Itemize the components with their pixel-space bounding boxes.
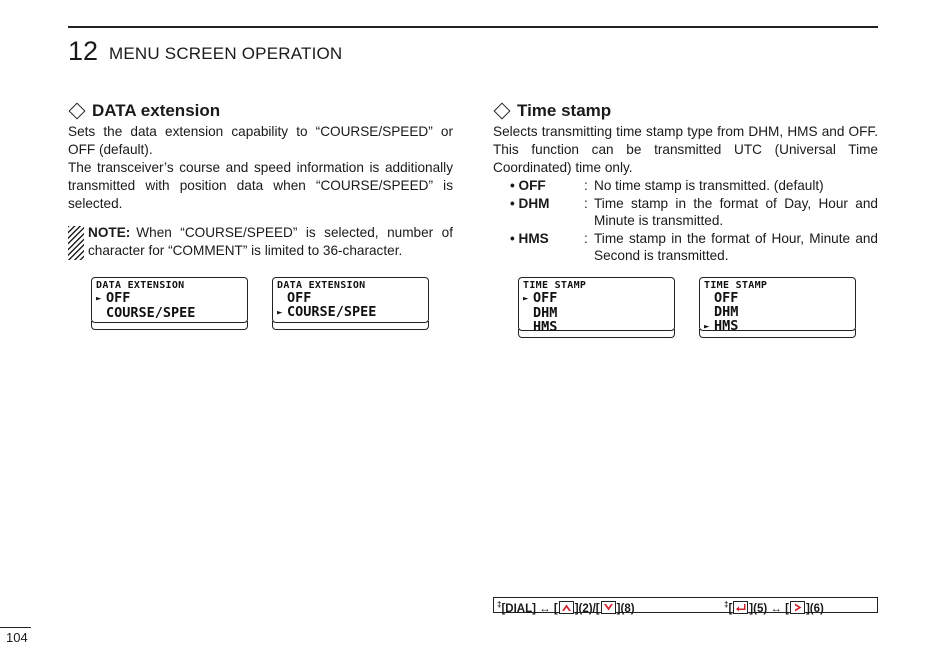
data-extension-desc-2: The transceiver’s course and speed information is additionally transmitted with position data when “COURSE/SPEED” is selected.	[68, 160, 453, 211]
data-extension-title: DATA extension	[92, 101, 221, 120]
enter-guide: ‡[ ](5) ↔ [ ](6)	[724, 600, 824, 615]
time-stamp-desc: Selects transmitting time stamp type from DHM, HMS and OFF. This function can be transmitted UTC (Universal Time Coordinated) time only.	[493, 124, 878, 175]
data-extension-heading	[68, 100, 453, 122]
note-text: When “COURSE/SPEED” is selected, number of character for “COMMENT” is limited to 36-character.	[88, 225, 453, 258]
down-arrow-key-icon	[601, 601, 616, 614]
data-extension-section	[68, 100, 453, 260]
lcd-data-extension-off	[91, 277, 248, 323]
note-text-block	[88, 224, 453, 260]
cursor-icon: ►	[277, 308, 283, 318]
lcd-title: TIME STAMP	[704, 280, 768, 291]
chapter-number: 12	[68, 36, 99, 66]
lcd-row: HMS	[533, 319, 558, 335]
lcd-row: DHM	[714, 304, 739, 320]
cursor-icon: ►	[704, 322, 710, 332]
lcd-time-stamp-off	[518, 277, 675, 335]
lcd-row: ► OFF	[96, 290, 131, 306]
lcd-title: DATA EXTENSION	[277, 280, 366, 291]
page-number: 104	[6, 630, 28, 645]
lcd-row: OFF	[287, 290, 312, 306]
lcd-row: DHM	[533, 305, 558, 321]
lcd-data-extension-course-speed	[272, 277, 429, 323]
time-stamp-title: Time stamp	[517, 101, 612, 120]
lcd-row: COURSE/SPEE	[106, 305, 196, 321]
list-item: • OFF : No time stamp is transmitted. (default)	[510, 178, 824, 193]
cursor-icon: ►	[523, 294, 529, 304]
data-extension-desc-1: Sets the data extension capability to “COURSE/SPEED” or OFF (default).	[68, 124, 453, 157]
dial-guide: ‡[DIAL] ↔ [ ](2)/[ ](8)	[497, 600, 635, 615]
note-block	[68, 224, 453, 260]
lcd-row: ► OFF	[523, 290, 558, 306]
lcd-title: DATA EXTENSION	[96, 280, 185, 291]
lcd-row: ► COURSE/SPEE	[277, 304, 377, 320]
lcd-title: TIME STAMP	[523, 280, 587, 291]
note-hatch-icon	[68, 226, 84, 260]
chapter-title: MENU SCREEN OPERATION	[109, 44, 343, 63]
page-number-rule	[0, 627, 31, 628]
right-arrow-key-icon	[790, 601, 805, 614]
diamond-icon	[494, 103, 511, 120]
note-label: NOTE:	[88, 225, 131, 240]
time-stamp-heading	[493, 100, 878, 122]
up-arrow-key-icon	[559, 601, 574, 614]
list-item: • DHM : Time stamp in the format of Day, Hour and Minute is transmitted.	[510, 195, 878, 228]
time-stamp-options	[510, 177, 878, 265]
diamond-icon	[69, 103, 86, 120]
lcd-row: ► HMS	[704, 318, 739, 334]
cursor-icon: ►	[96, 294, 102, 304]
lcd-time-stamp-hms	[699, 277, 856, 334]
lcd-row: OFF	[714, 290, 739, 306]
enter-key-icon	[733, 601, 748, 614]
list-item: • HMS : Time stamp in the format of Hour, Minute and Second is transmitted.	[510, 230, 878, 263]
key-operation-guide	[493, 597, 878, 613]
header-rule	[68, 26, 878, 28]
time-stamp-section	[493, 100, 878, 265]
